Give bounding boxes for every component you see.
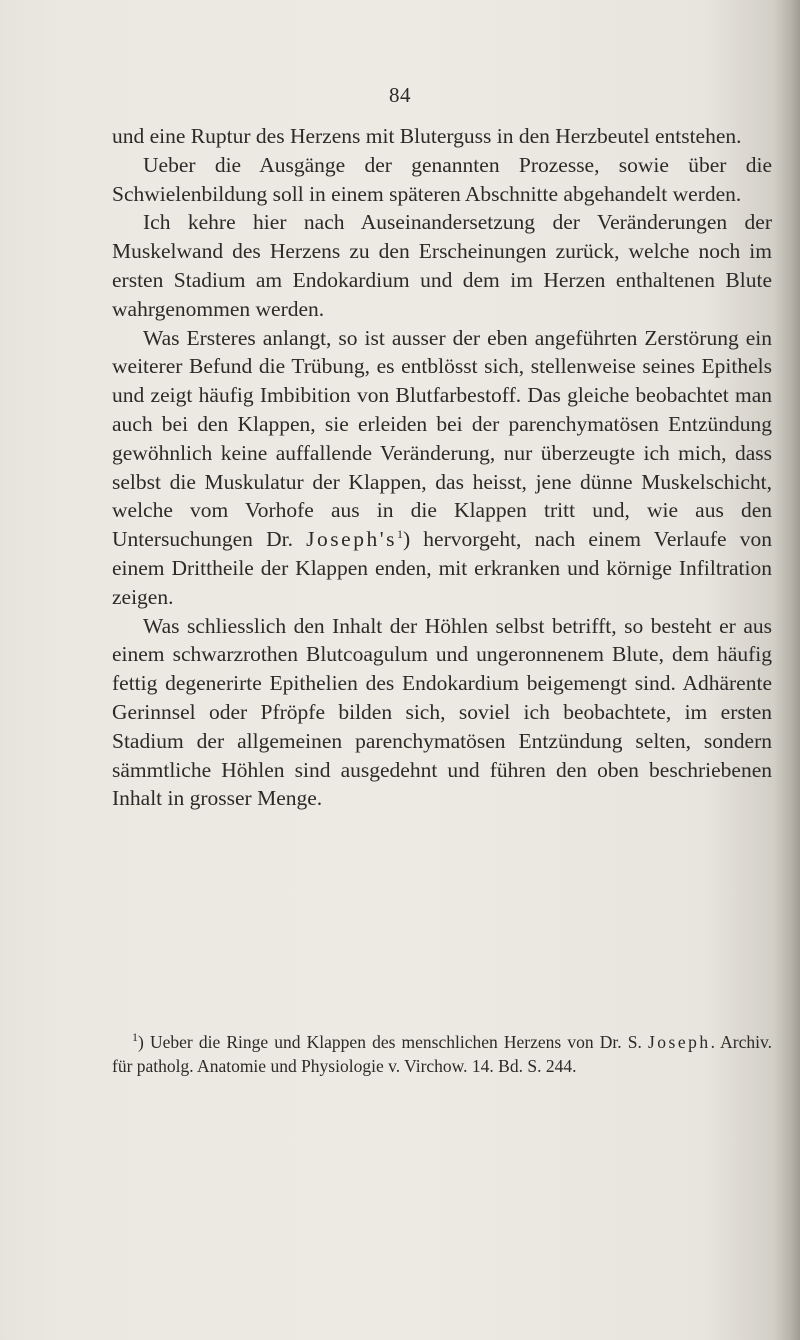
paragraph: Was schliesslich den Inhalt der Höhlen selbst betrifft, so besteht er aus einem schwarzrothen Blutcoagulum und ungeronnenem Blute, dem häufig fettig degenerirte Epithelien des Endokardium beigemengt sind. Adhärente Gerinnsel oder Pfröpfe bilden sich, soviel ich beobachtete, im ersten Stadium der allgemeinen parenchymatösen Entzündung selten, sondern sämmtliche Höhlen sind ausgedehnt und führen den oben beschriebenen Inhalt in grosser Menge. (112, 613, 772, 811)
author-name: Joseph's (306, 527, 397, 552)
body-text (112, 122, 772, 813)
footnote-text: . Archiv. für patholg. Anatomie und Physiologie v. Virchow. 14. Bd. S. 244. (112, 1032, 772, 1076)
author-name: Joseph (647, 1032, 711, 1052)
paragraph: Ich kehre hier nach Auseinandersetzung der Veränderungen der Muskelwand des Herzens zu den Erscheinungen zurück, welche noch im ersten Stadium am Endokardium und dem im Herzen enthaltenen Blute wahrgenommen werden. (112, 210, 772, 321)
paragraph (112, 324, 772, 612)
footnote-reference[interactable]: 1 (396, 527, 403, 541)
paragraph: Ueber die Ausgänge der genannten Prozesse, sowie über die Schwielenbildung soll in einem späteren Abschnitte abgehandelt werden. (112, 152, 772, 206)
footnote-mark-close: ) (138, 1032, 144, 1052)
footnote (112, 1030, 772, 1078)
footnote-text: Ueber die Ringe und Klappen des menschlichen Herzens von Dr. S. (143, 1032, 648, 1052)
paragraph: und eine Ruptur des Herzens mit Bluterguss in den Herzbeutel entstehen. (112, 124, 742, 148)
paragraph-text: ) hervorgeht, nach einem Verlaufe von einem Drittheile der Klappen enden, mit erkranken und körnige Infiltration zeigen. (112, 527, 772, 609)
page-edge-shadow (774, 0, 800, 1340)
footnote-mark: 1 (132, 1030, 138, 1045)
footnotes (112, 1030, 772, 1078)
paragraph-text: Was Ersteres anlangt, so ist ausser der eben angeführten Zerstörung ein weiterer Befund die Trübung, es entblösst sich, stellenweise seines Epithels und zeigt häufig Imbibition von Blutfarbestoff. Das gleiche beobachtet man auch bei den Klappen, sie erleiden bei der parenchymatösen Entzündung gewöhnlich keine auffallende Veränderung, nur überzeugte ich mich, dass selbst die Muskulatur der Klappen, das heisst, jene dünne Muskelschicht, welche vom Vorhofe aus in die Klappen tritt und, wie aus den Untersuchungen Dr. (112, 325, 772, 552)
page-number: 84 (389, 83, 411, 107)
